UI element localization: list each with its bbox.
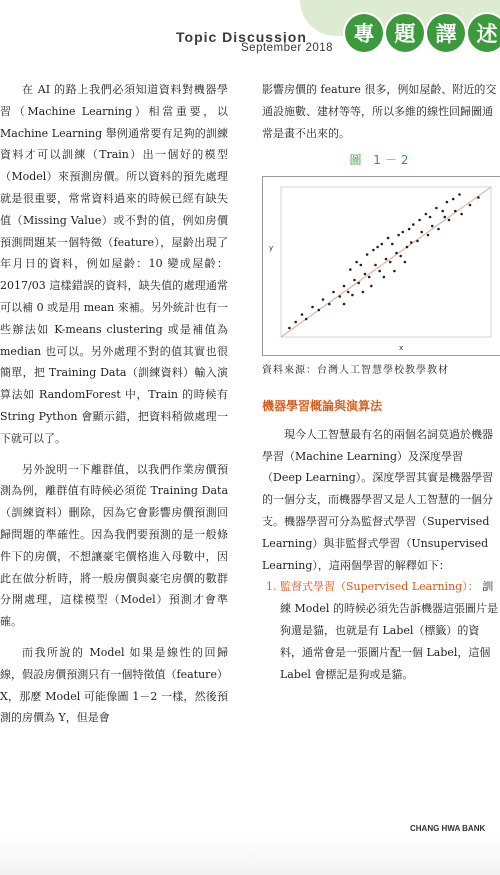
data-point (393, 270, 396, 273)
data-point (357, 282, 360, 285)
data-point (353, 279, 356, 282)
data-point (416, 240, 419, 243)
data-point (294, 321, 297, 324)
badge-1: 專 (345, 14, 383, 52)
data-point (397, 234, 400, 237)
data-point (343, 285, 346, 288)
data-point (431, 225, 434, 228)
section-title: 機器學習概論與演算法 (262, 398, 383, 413)
left-paragraph-2: 另外說明一下離群值，以我們作業房價預測為例，離群值有時候必須從 Training Data（訓練資料）刪除，因為它會影響房價預測回歸問題的準確性。因為我們要預測的是一般條件下的房價，不想讓豪宅價格進入母數中，因此在做分析時，將一般房價與豪宅房價的數群分開處理，這樣模型（Model）預測才會準確。 (0, 462, 228, 629)
data-point (454, 210, 457, 213)
y-axis-label: y (269, 244, 274, 253)
data-point (305, 318, 308, 321)
data-point (347, 291, 350, 294)
data-point (395, 252, 398, 255)
list-item-1-body: 訓練 Model 的時候必須先告訴機器這張圖片是狗還是貓，也就是有 Label（標籤）的資料，通常會是一張圖片配一個 Label，這個 Label 會標記是狗或是貓。 (280, 580, 498, 681)
data-point (355, 261, 358, 264)
data-point (437, 228, 440, 231)
data-point (322, 298, 325, 301)
data-point (406, 246, 409, 249)
data-point (435, 207, 438, 210)
data-point (311, 306, 314, 309)
data-point (410, 241, 413, 244)
data-point (452, 198, 455, 201)
data-point (429, 216, 432, 219)
scatter-chart (263, 177, 500, 355)
data-point (391, 243, 394, 246)
data-point (408, 228, 411, 231)
figure-caption: 圖 1－2 (349, 153, 413, 168)
data-point (332, 291, 335, 294)
data-point (477, 196, 480, 199)
header-subtitle: September 2018 (241, 42, 334, 54)
data-point (362, 291, 365, 294)
data-point (448, 219, 451, 222)
data-point (368, 276, 371, 279)
data-point (420, 231, 423, 234)
right-column (262, 79, 500, 685)
left-paragraph-3: 而我所說的 Model 如果是線性的回歸線，假設房價預測只有一個特徵值（feature）X，那麼 Model 可能像圖 1－2 一樣，然後預測的房價為 Y，但是會 (0, 645, 228, 725)
data-point (381, 243, 384, 246)
data-point (399, 255, 402, 258)
data-point (376, 246, 379, 249)
data-point (378, 270, 381, 273)
data-point (469, 204, 472, 207)
data-point (343, 303, 346, 306)
data-point (364, 273, 367, 276)
data-point (389, 261, 392, 264)
data-point (339, 295, 342, 298)
badge-3: 譯 (427, 14, 465, 52)
data-point (444, 216, 447, 219)
data-point (418, 219, 421, 222)
figure-source: 資料來源：台灣人工智慧學校教學教材 (262, 365, 449, 377)
data-point (288, 327, 291, 330)
data-point (458, 193, 461, 196)
x-axis-label: x (399, 344, 404, 353)
data-point (425, 213, 428, 216)
data-point (349, 268, 352, 271)
data-point (351, 294, 354, 297)
data-point (387, 237, 390, 240)
badge-2: 題 (386, 14, 424, 52)
left-column (0, 79, 228, 738)
data-point (441, 210, 444, 213)
data-point (412, 223, 415, 226)
list-item-1-label: 1. 監督式學習（Supervised Learning）： (266, 580, 479, 594)
data-point (370, 285, 373, 288)
figure-box (262, 176, 500, 356)
data-point (318, 309, 321, 312)
data-point (301, 313, 304, 316)
data-point (360, 264, 363, 267)
data-point (383, 276, 386, 279)
footer-bank-name: CHANG HWA BANK (410, 824, 486, 833)
data-point (385, 258, 388, 261)
page-bottom-fade (0, 835, 500, 875)
section-body: 現今人工智慧最有名的兩個名詞莫過於機器學習（Machine Learning）及深度學習（Deep Learning）。深度學習其實是機器學習的一個分支，而機器學習又是人工智慧的一個分支。機器學習可分為監督式學習（Supervised Learning）與非監督式學習（Unsupervised Learning），這兩個學習的解釋如下： (262, 427, 494, 572)
data-point (402, 231, 405, 234)
data-point (427, 234, 430, 237)
left-paragraph-1: 在 AI 的路上我們必須知道資料對機器學習（Machine Learning）相當重要，以 Machine Learning 舉例通常要有足夠的訓練資料才可以訓練（Train）出一個好的模型（Model）來預測房價。所以資料的預先處理就是很重要，常常資料過來的時候已經有缺失值（Missing Value）或不對的值，例如房價預測問題某一個特徵（feature），屋齡出現了年月日的資料，例如屋齡：10 變成屋齡：2017/03 這樣錯誤的資料，缺失值的處理通常可以補 0 或是用 mean 來補。另外統計也有一些辦法如 K-means clustering 或是補值為 median 也可以。另外處理不對的值其實也很簡單，把 Training Data（訓練資料）輸入演算法如 RandomForest 中，Train 的時候有 String Python 會顯示錯，把資料稍做處理一下就可以了。 (0, 83, 228, 445)
list-item-1 (262, 576, 500, 685)
data-point (366, 253, 369, 256)
data-point (446, 201, 449, 204)
column-badges (345, 14, 500, 52)
data-point (374, 264, 377, 267)
data-point (404, 261, 407, 264)
header-title: Topic Discussion (176, 29, 307, 45)
badge-4: 述 (468, 14, 500, 52)
data-point (372, 249, 375, 252)
right-intro: 影響房價的 feature 很多，例如屋齡、附近的交通設施數、建材等等，所以多維的線性回歸圖通常是畫不出來的。 (262, 83, 497, 140)
data-point (460, 213, 463, 216)
data-point (328, 303, 331, 306)
